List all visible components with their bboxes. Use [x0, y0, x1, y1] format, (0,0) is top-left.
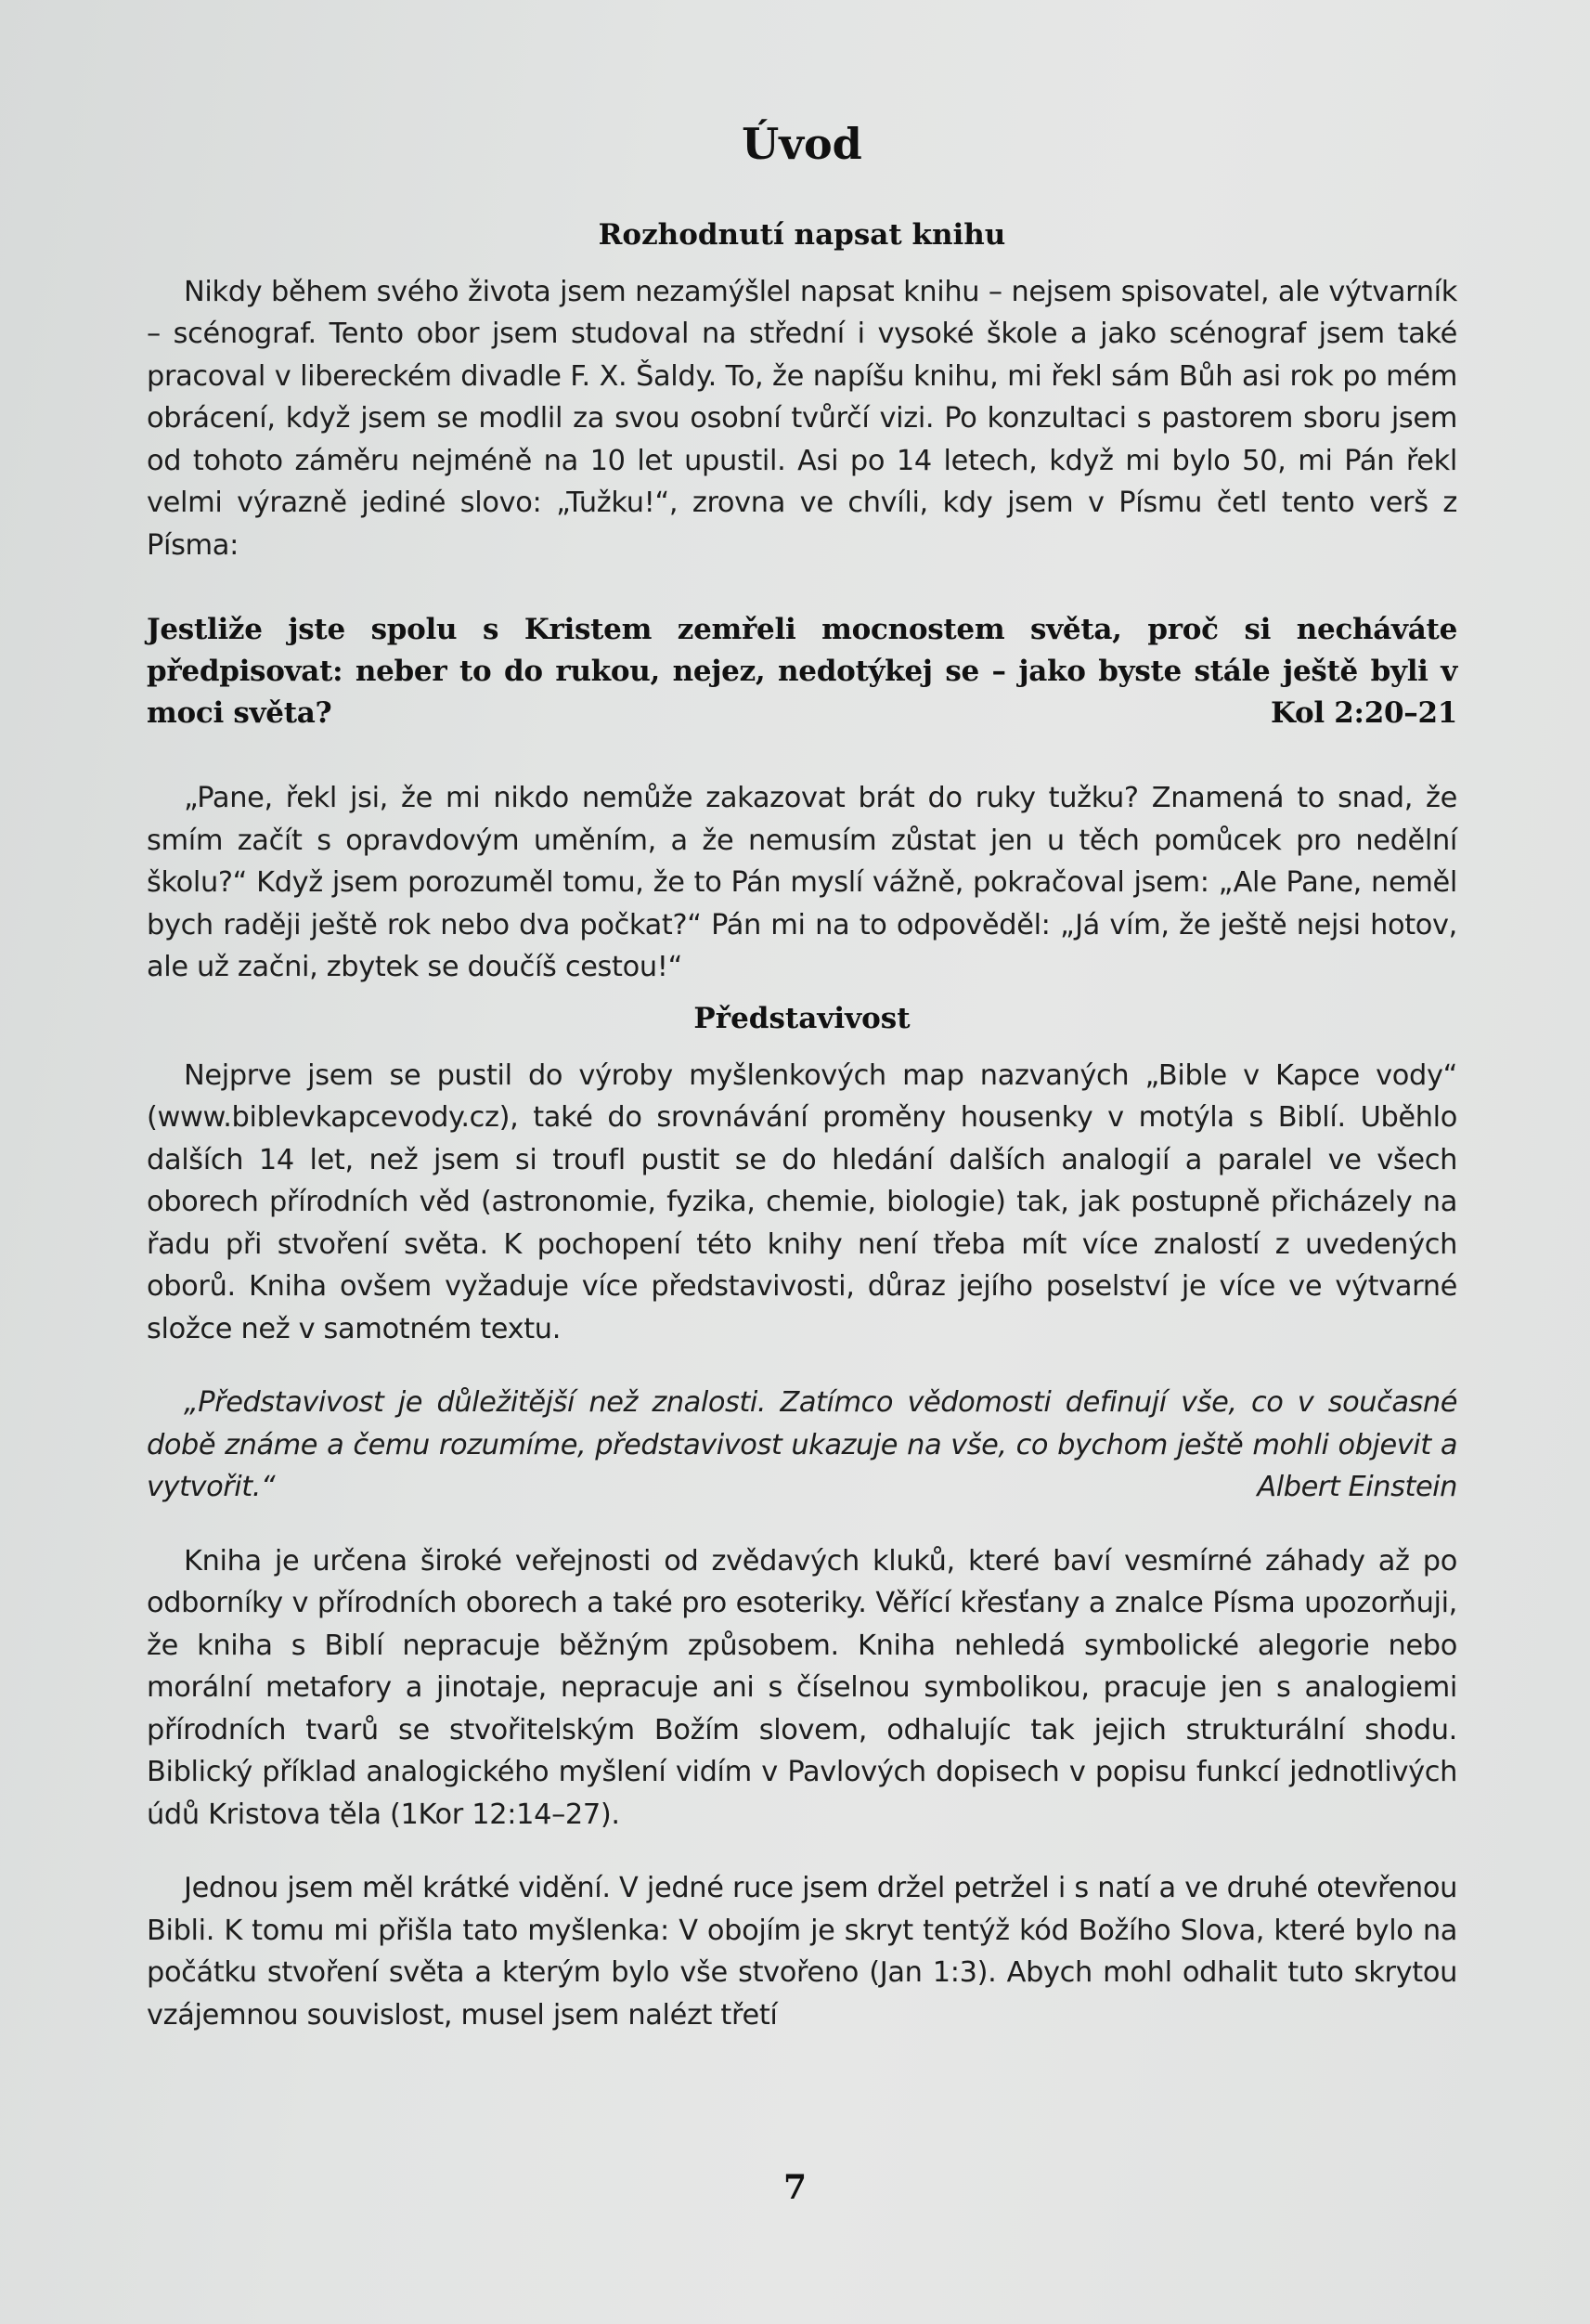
einstein-quote-text: „Představivost je důležitější než znalosti. Zatímco vědomosti definují vše, co v současné době známe a čemu rozumíme, představivost ukazuje na vše, co bychom ještě mohli objevit a vytvořit.“ [147, 1386, 1457, 1504]
paragraph-decision-intro: Nikdy během svého života jsem nezamýšlel napsat knihu – nejsem spisovatel, ale výtvarník – scénograf. Tento obor jsem studoval na střední i vysoké škole a jako scénograf jsem také pracoval v libereckém divadle F. X. Šaldy. To, že napíšu knihu, mi řekl sám Bůh asi rok po mém obrácení, když jsem se modlil za svou osobní tvůrčí vizi. Po konzultaci s pastorem sboru jsem od tohoto záměru nejméně na 10 let upustil. Asi po 14 letech, když mi bylo 50, mi Pán řekl velmi výrazně jediné slovo: „Tužku!“, zrovna ve chvíli, kdy jsem v Písmu četl tento verš z Písma: [147, 275, 1457, 562]
paragraph-imagination-intro: Nejprve jsem se pustil do výroby myšlenkových map nazvaných „Bible v Kapce vody“ (www.biblevkapcevody.cz), také do srovnávání proměny housenky v motýla s Biblí. Uběhlo dalších 14 let, než jsem si troufl pustit se do hledání dalších analogií a paralel ve všech oborech přírodních věd (astronomie, fyzika, chemie, biologie) tak, jak postupně přicházely na řadu při stvoření světa. K pochopení této knihy není třeba mít více znalostí z uvedených oborů. Kniha ovšem vyžaduje více představivosti, důraz jejího poselství je více ve výtvarné složce než v samotném textu. [147, 1058, 1457, 1345]
page-number: 7 [782, 2168, 808, 2207]
bible-verse-block [147, 609, 1457, 734]
paragraph-dialogue-with-lord: „Pane, řekl jsi, že mi nikdo nemůže zakazovat brát do ruky tužku? Znamená to snad, že smím začít s opravdovým uměním, a že nemusím zůstat jen u těch pomůcek pro nedělní školu?“ Když jsem porozuměl tomu, že to Pán myslí vážně, pokračoval jsem: „Ale Pane, neměl bych raději ještě rok nebo dva počkat?“ Pán mi na to odpověděl: „Já vím, že ještě nejsi hotov, ale už začni, zbytek se doučíš cestou!“ [147, 782, 1457, 984]
page-content [147, 121, 1457, 2036]
section-heading-decision: Rozhodnutí napsat knihu [598, 217, 1006, 252]
section-heading-imagination: Představivost [693, 1001, 911, 1035]
einstein-quote-block [147, 1382, 1457, 1509]
chapter-title: Úvod [742, 119, 862, 169]
bible-verse-reference: Kol 2:20–21 [1270, 696, 1457, 731]
bible-verse-text: Jestliže jste spolu s Kristem zemřeli mocnostem světa, proč si necháváte předpisovat: neber to do rukou, nejez, nedotýkej se – jako byste stále ještě byli v moci světa? [147, 613, 1457, 731]
quote-author: Albert Einstein [1257, 1471, 1457, 1504]
paragraph-vision: Jednou jsem měl krátké vidění. V jedné ruce jsem držel petržel i s natí a ve druhé otevřenou Bibli. K tomu mi přišla tato myšlenka: V obojím je skryt tentýž kód Božího Slova, které bylo na počátku stvoření světa a kterým bylo vše stvořeno (Jan 1:3). Abych mohl odhalit tuto skrytou vzájemnou souvislost, musel jsem nalézt třetí [147, 1872, 1457, 2032]
paragraph-audience: Kniha je určena široké veřejnosti od zvědavých kluků, které baví vesmírné záhady až po odborníky v přírodních oborech a také pro esoteriky. Věřící křesťany a znalce Písma upozorňuji, že kniha s Biblí nepracuje běžným způsobem. Kniha nehledá symbolické alegorie nebo morální metafory a jinotaje, nepracuje ani s číselnou symbolikou, pracuje jen s analogiemi přírodních tvarů se stvořitelským Božím slovem, odhalujíc tak jejich strukturální shodu. Biblický příklad analogického myšlení vidím v Pavlových dopisech v popisu funkcí jednotlivých údů Kristova těla (1Kor 12:14–27). [147, 1544, 1457, 1831]
